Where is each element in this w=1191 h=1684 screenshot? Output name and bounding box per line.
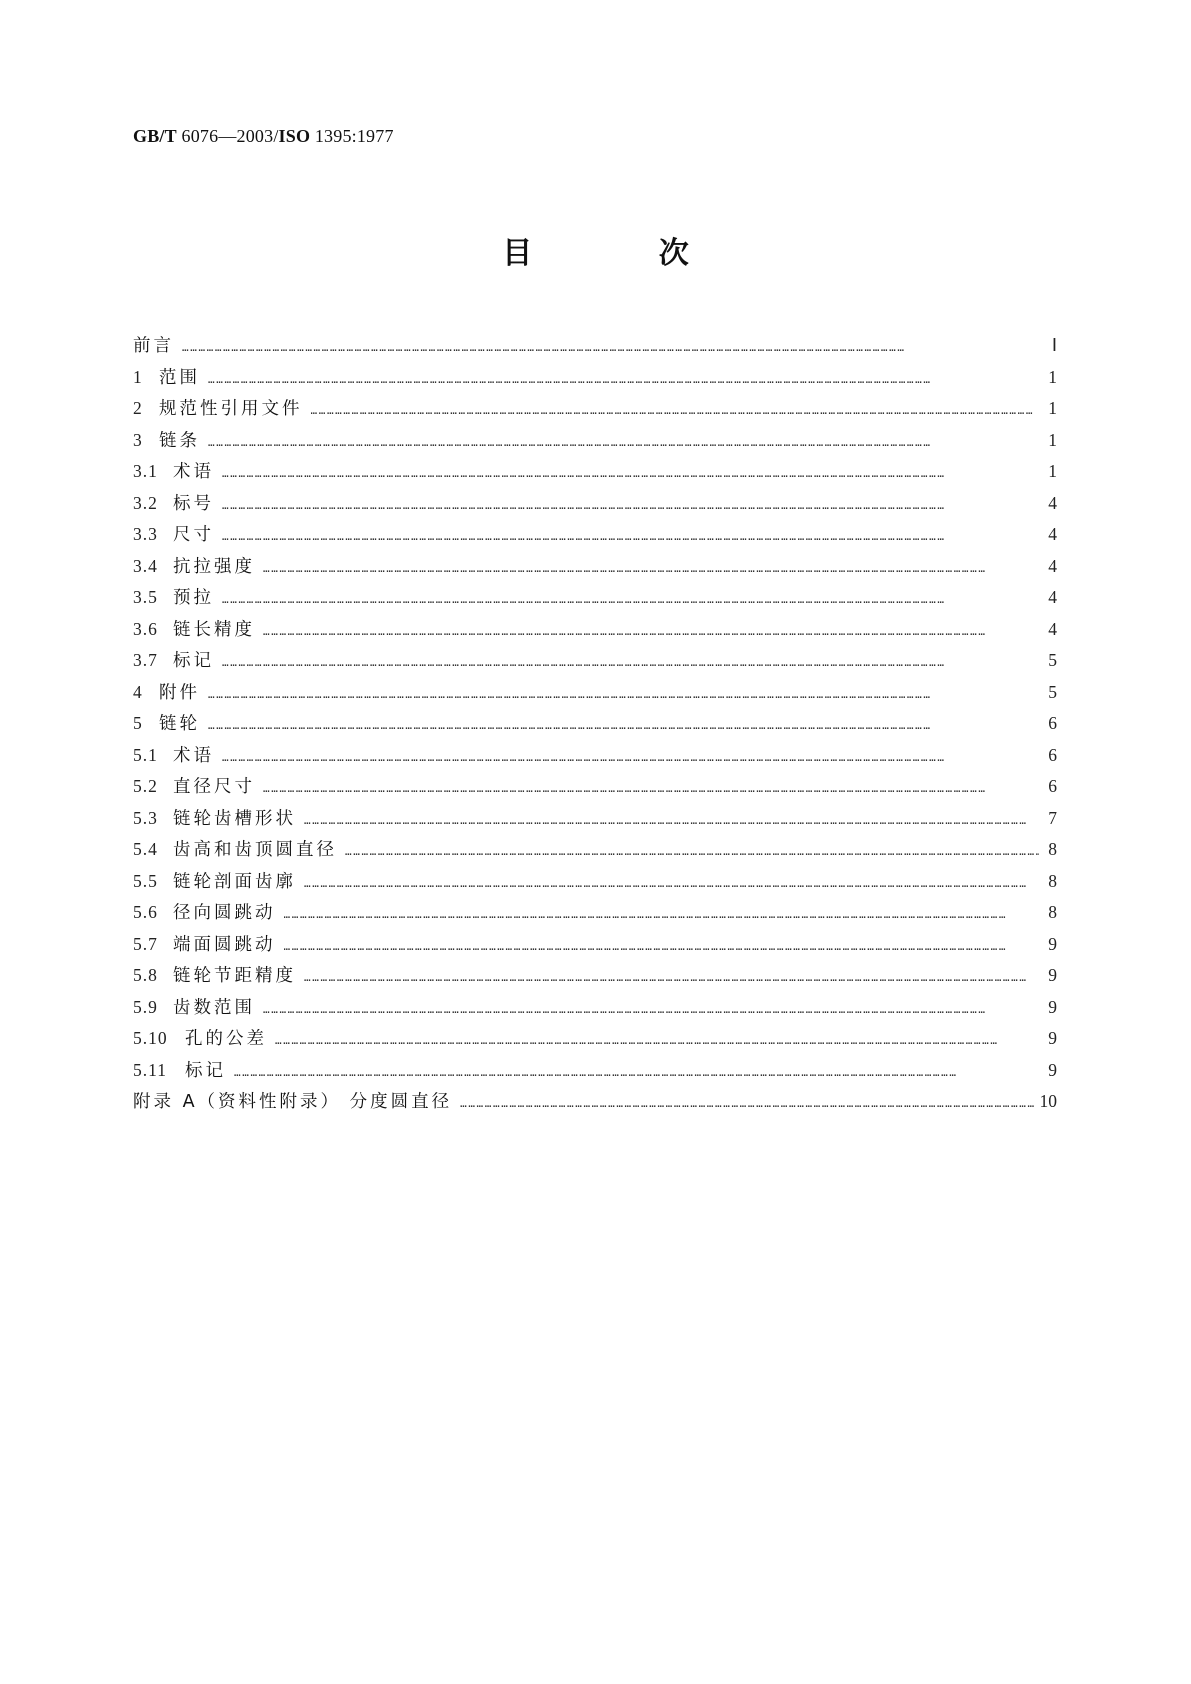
toc-entry-label: 术语	[173, 745, 214, 766]
toc-entry[interactable]	[133, 645, 1057, 677]
toc-entry-label: 链轮齿槽形状	[173, 808, 296, 829]
toc-section-number: 3.7	[133, 650, 158, 670]
toc-entry-label: 标号	[173, 493, 214, 514]
toc-dot-leader	[222, 490, 1039, 522]
toc-page-number: 4	[1048, 555, 1057, 576]
toc-section-number: 5.9	[133, 996, 158, 1017]
toc-page-number: 10	[1039, 1091, 1057, 1111]
toc-dot-leader	[222, 742, 1039, 774]
toc-section-number: 2	[133, 398, 143, 418]
toc-page-number: 5	[1048, 650, 1057, 670]
toc-entry-label: 链轮节距精度	[173, 966, 296, 986]
toc-page-number: 9	[1048, 1028, 1057, 1048]
toc-section-number: 4	[133, 681, 143, 702]
toc-entry[interactable]	[133, 519, 1057, 551]
toc-entry[interactable]	[133, 803, 1057, 835]
toc-entry[interactable]	[133, 740, 1057, 772]
toc-section-number: 3.2	[133, 492, 158, 513]
toc-dot-leader	[460, 1088, 1033, 1120]
toc-dot-leader	[275, 1025, 1039, 1057]
toc-entry[interactable]	[133, 330, 1057, 362]
toc-entry-label: 前言	[133, 336, 174, 356]
toc-section-number: 3.3	[133, 524, 158, 544]
toc-section-number: 5	[133, 713, 143, 733]
toc-entry[interactable]	[133, 425, 1057, 457]
toc-page-number: 9	[1048, 933, 1057, 954]
toc-page-number: Ⅰ	[1051, 335, 1057, 355]
toc-section-number: 5.10	[133, 1028, 168, 1048]
standard-number: 6076—2003/	[176, 126, 279, 146]
toc-entry-label: 链轮	[159, 714, 200, 734]
toc-dot-leader	[345, 836, 1039, 868]
toc-page-number: 9	[1048, 965, 1057, 985]
toc-dot-leader	[284, 931, 1040, 963]
toc-entry[interactable]	[133, 488, 1057, 520]
toc-page-number: 4	[1048, 618, 1057, 639]
toc-section-number: 3	[133, 429, 143, 450]
toc-page-number: 4	[1048, 492, 1057, 513]
toc-dot-leader	[182, 332, 1039, 364]
toc-page-number: 6	[1048, 713, 1057, 733]
toc-section-number: 3.4	[133, 555, 158, 576]
toc-entry-label: 附录 A（资料性附录） 分度圆直径	[133, 1092, 453, 1112]
standard-prefix: GB/T	[133, 126, 177, 146]
toc-dot-leader	[263, 773, 1039, 805]
toc-page-number: 1	[1048, 429, 1057, 450]
toc-entry-label: 预拉	[173, 588, 214, 608]
toc-section-number: 5.8	[133, 965, 158, 985]
toc-page-number: 9	[1048, 996, 1057, 1017]
toc-entry-label: 孔的公差	[185, 1029, 267, 1049]
toc-section-number: 3.6	[133, 618, 158, 639]
toc-section-number: 3.5	[133, 587, 158, 607]
toc-dot-leader	[208, 710, 1039, 742]
toc-entry[interactable]	[133, 551, 1057, 583]
toc-entry[interactable]	[133, 992, 1057, 1024]
toc-entry[interactable]	[133, 1086, 1057, 1118]
toc-page-number: 4	[1048, 587, 1057, 607]
toc-page-number: 7	[1048, 807, 1057, 828]
toc-page-number: 6	[1048, 744, 1057, 765]
toc-entry[interactable]	[133, 393, 1057, 425]
toc-dot-leader	[208, 364, 1039, 396]
toc-page-number: 5	[1048, 681, 1057, 702]
toc-entry-label: 齿高和齿顶圆直径	[173, 840, 337, 860]
toc-entry[interactable]	[133, 834, 1057, 866]
toc-dot-leader	[304, 805, 1039, 837]
toc-entry-label: 径向圆跳动	[173, 903, 276, 923]
toc-entry[interactable]	[133, 708, 1057, 740]
toc-page-number: 1	[1048, 461, 1057, 481]
toc-entry-label: 链长精度	[173, 619, 255, 640]
toc-dot-leader	[222, 584, 1039, 616]
toc-entry[interactable]	[133, 866, 1057, 898]
toc-section-number: 5.2	[133, 776, 158, 796]
toc-entry-label: 尺寸	[173, 525, 214, 545]
toc-page-number: 9	[1048, 1059, 1057, 1080]
toc-section-number: 5.4	[133, 839, 158, 859]
toc-section-number: 5.1	[133, 744, 158, 765]
toc-entry-label: 端面圆跳动	[173, 934, 276, 955]
toc-section-number: 1	[133, 366, 143, 387]
toc-section-number: 3.1	[133, 461, 158, 481]
toc-entry[interactable]	[133, 929, 1057, 961]
toc-section-number: 5.7	[133, 933, 158, 954]
toc-entry-label: 附件	[159, 682, 200, 703]
toc-dot-leader	[222, 458, 1039, 490]
table-of-contents	[133, 330, 1057, 1118]
toc-page-number: 8	[1048, 902, 1057, 922]
toc-dot-leader	[284, 899, 1040, 931]
toc-section-number: 5.11	[133, 1059, 167, 1080]
toc-dot-leader	[263, 994, 1039, 1026]
toc-page-number: 1	[1048, 398, 1057, 418]
toc-dot-leader	[304, 962, 1039, 994]
toc-dot-leader	[304, 868, 1039, 900]
toc-entry[interactable]	[133, 897, 1057, 929]
toc-page-number: 8	[1048, 839, 1057, 859]
toc-entry-label: 抗拉强度	[173, 556, 255, 577]
page-title: 目 次	[502, 236, 747, 271]
toc-entry[interactable]	[133, 771, 1057, 803]
toc-entry[interactable]	[133, 1055, 1057, 1087]
toc-entry-label: 范围	[159, 367, 200, 388]
toc-entry-label: 标记	[173, 651, 214, 671]
toc-dot-leader	[311, 395, 1040, 427]
toc-page-number: 6	[1048, 776, 1057, 796]
standard-code	[133, 126, 394, 147]
toc-entry[interactable]	[133, 960, 1057, 992]
toc-entry[interactable]	[133, 1023, 1057, 1055]
toc-entry[interactable]	[133, 456, 1057, 488]
toc-dot-leader	[222, 647, 1039, 679]
toc-dot-leader	[263, 616, 1039, 648]
toc-entry-label: 直径尺寸	[173, 777, 255, 797]
toc-page-number: 1	[1048, 366, 1057, 387]
toc-entry-label: 标记	[185, 1060, 226, 1081]
toc-entry[interactable]	[133, 582, 1057, 614]
toc-dot-leader	[208, 679, 1039, 711]
toc-page-number: 4	[1048, 524, 1057, 544]
toc-entry-label: 术语	[173, 462, 214, 482]
toc-entry[interactable]	[133, 677, 1057, 709]
toc-entry[interactable]	[133, 614, 1057, 646]
toc-section-number: 5.6	[133, 902, 158, 922]
toc-entry-label: 规范性引用文件	[159, 399, 303, 419]
iso-number: 1395:1977	[310, 126, 394, 146]
toc-dot-leader	[208, 427, 1039, 459]
toc-entry[interactable]	[133, 362, 1057, 394]
toc-dot-leader	[234, 1057, 1039, 1089]
toc-dot-leader	[263, 553, 1039, 585]
toc-entry-label: 链轮剖面齿廓	[173, 871, 296, 892]
iso-prefix: ISO	[278, 126, 311, 146]
toc-section-number: 5.3	[133, 807, 158, 828]
toc-entry-label: 链条	[159, 430, 200, 451]
toc-page-number: 8	[1048, 870, 1057, 891]
toc-section-number: 5.5	[133, 870, 158, 891]
toc-entry-label: 齿数范围	[173, 997, 255, 1018]
toc-dot-leader	[222, 521, 1039, 553]
